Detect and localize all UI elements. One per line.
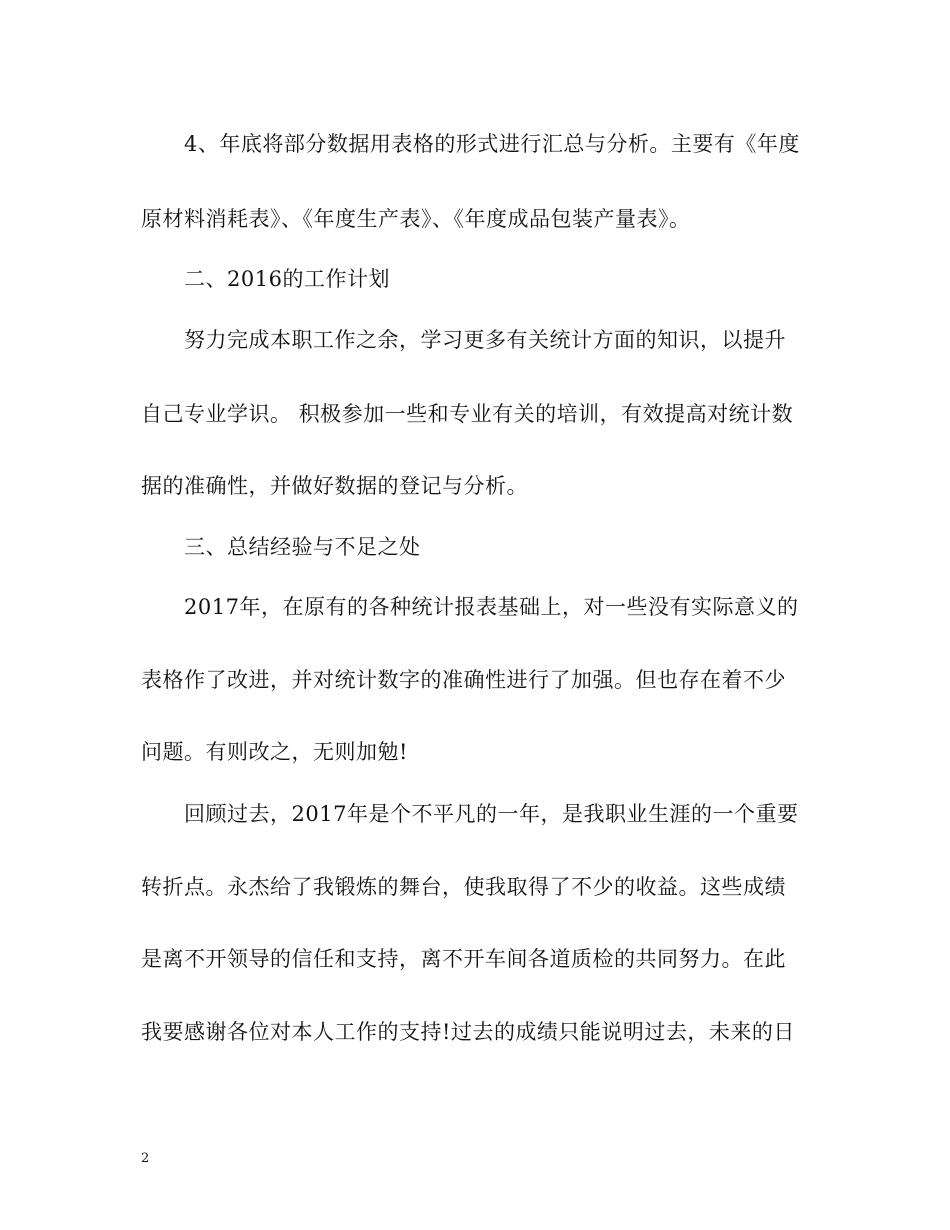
body-text-line: 4、年底将部分数据用表格的形式进行汇总与分析。主要有《年度 [184,132,800,156]
body-text-line: 努力完成本职工作之余，学习更多有关统计方面的知识，以提升 [184,328,786,352]
body-text-line: 我要感谢各位对本人工作的支持!过去的成绩只能说明过去，未来的日 [141,1020,795,1044]
body-text-line: 转折点。永杰给了我锻炼的舞台，使我取得了不少的收益。这些成绩 [141,875,786,899]
body-text-line: 原材料消耗表》、《年度生产表》、《年度成品包装产量表》。 [141,207,691,231]
section-heading: 三、总结经验与不足之处 [184,535,421,559]
body-text-line: 自己专业学识。 积极参加一些和专业有关的培训，有效提高对统计数 [141,402,794,426]
body-text-line: 回顾过去，2017年是个不平凡的一年，是我职业生涯的一个重要 [184,802,799,826]
page-number: 2 [141,1151,150,1166]
body-text-line: 是离不开领导的信任和支持，离不开车间各道质检的共同努力。在此 [141,947,786,971]
body-text-line: 据的准确性，并做好数据的登记与分析。 [141,474,528,498]
body-text-line: 表格作了改进，并对统计数字的准确性进行了加强。但也存在着不少 [141,668,786,692]
body-text-line: 2017年，在原有的各种统计报表基础上，对一些没有实际意义的 [184,595,799,619]
body-text-line: 问题。有则改之，无则加勉! [141,740,408,764]
section-heading: 二、2016的工作计划 [184,267,390,291]
